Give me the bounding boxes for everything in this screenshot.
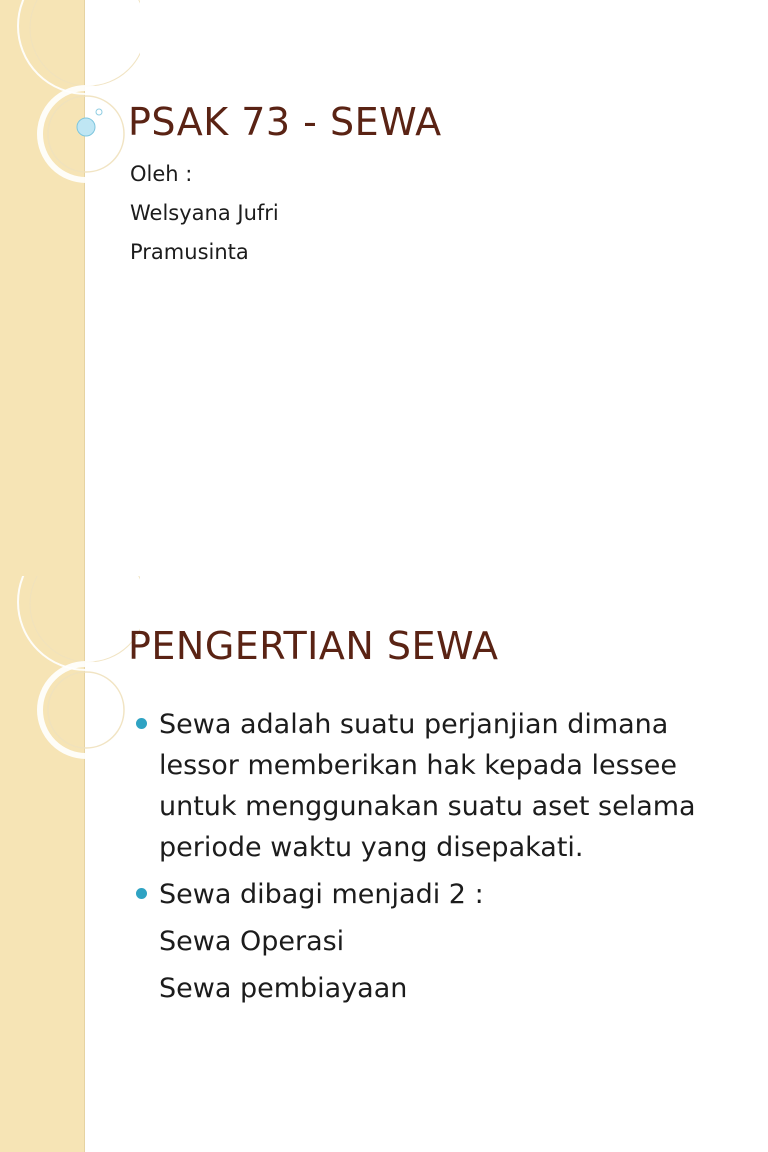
accent-dot-icon — [77, 118, 95, 136]
slide-title-heading: PENGERTIAN SEWA — [128, 624, 499, 668]
subtitle-line: Oleh : — [130, 162, 193, 186]
author-line: Pramusinta — [130, 240, 249, 264]
slide-definition — [0, 576, 768, 1152]
decorative-rings — [0, 0, 140, 240]
author-line: Welsyana Jufri — [130, 201, 279, 225]
slide-title-heading: PSAK 73 - SEWA — [128, 100, 442, 144]
subtitle-list — [130, 157, 279, 274]
bullet-item: Sewa adalah suatu perjanjian dimana lessor memberikan hak kepada lessee untuk menggunakan suatu aset selama periode waktu yang disepakati. — [136, 704, 736, 868]
sub-item: Sewa Operasi — [159, 926, 345, 957]
sub-item: Sewa pembiayaan — [159, 973, 408, 1004]
decorative-rings — [0, 576, 140, 816]
bullet-item: Sewa dibagi menjadi 2 : — [136, 874, 736, 915]
bullet-list — [136, 704, 736, 1015]
